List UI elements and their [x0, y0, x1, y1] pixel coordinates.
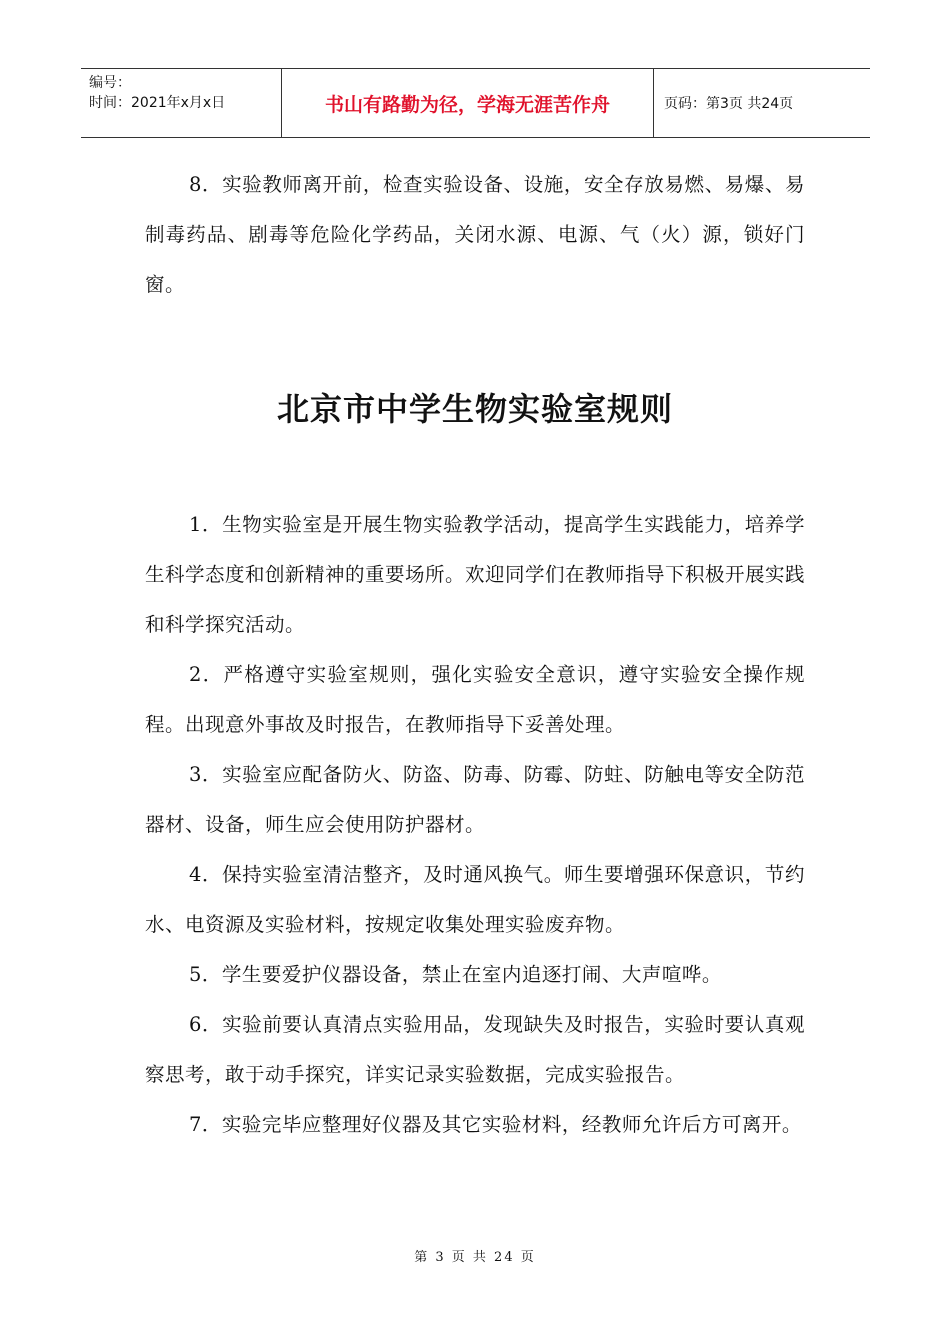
document-time-label: 时间：2021年x月x日 — [89, 95, 226, 111]
rule-paragraph-7: 7．实验完毕应整理好仪器及其它实验材料，经教师允许后方可离开。 — [189, 1113, 802, 1136]
header-page-info: 页码：第3页 共24页 — [664, 96, 794, 112]
header-meta — [81, 69, 282, 137]
page-title: 北京市中学生物实验室规则 — [276, 390, 673, 428]
document-header — [81, 68, 870, 138]
rule-paragraph-6: 6．实验前要认真清点实验用品，发现缺失及时报告，实验时要认真观察思考，敢于动手探究，详实记录实验数据，完成实验报告。 — [145, 1013, 805, 1086]
rule-paragraph-3: 3．实验室应配备防火、防盗、防毒、防霉、防蛀、防触电等安全防范器材、设备，师生应会使用防护器材。 — [145, 763, 805, 836]
header-motto: 书山有路勤为径，学海无涯苦作舟 — [282, 69, 654, 137]
rule-paragraph-4: 4．保持实验室清洁整齐，及时通风换气。师生要增强环保意识，节约水、电资源及实验材料，按规定收集处理实验废弃物。 — [145, 863, 805, 936]
document-number-label: 编号： — [89, 75, 131, 91]
rule-paragraph-1: 1．生物实验室是开展生物实验教学活动，提高学生实践能力，培养学生科学态度和创新精神的重要场所。欢迎同学们在教师指导下积极开展实践和科学探究活动。 — [145, 513, 806, 636]
rule-paragraph-2: 2．严格遵守实验室规则，强化实验安全意识，遵守实验安全操作规程。出现意外事故及时报告，在教师指导下妥善处理。 — [145, 663, 805, 736]
page-footer: 第 3 页 共 24 页 — [414, 1250, 536, 1265]
rule-paragraph-5: 5．学生要爱护仪器设备，禁止在室内追逐打闹、大声喧哗。 — [189, 963, 722, 986]
intro-paragraph: 8．实验教师离开前，检查实验设备、设施，安全存放易燃、易爆、易制毒药品、剧毒等危险化学药品，关闭水源、电源、气（火）源，锁好门窗。 — [145, 173, 805, 296]
